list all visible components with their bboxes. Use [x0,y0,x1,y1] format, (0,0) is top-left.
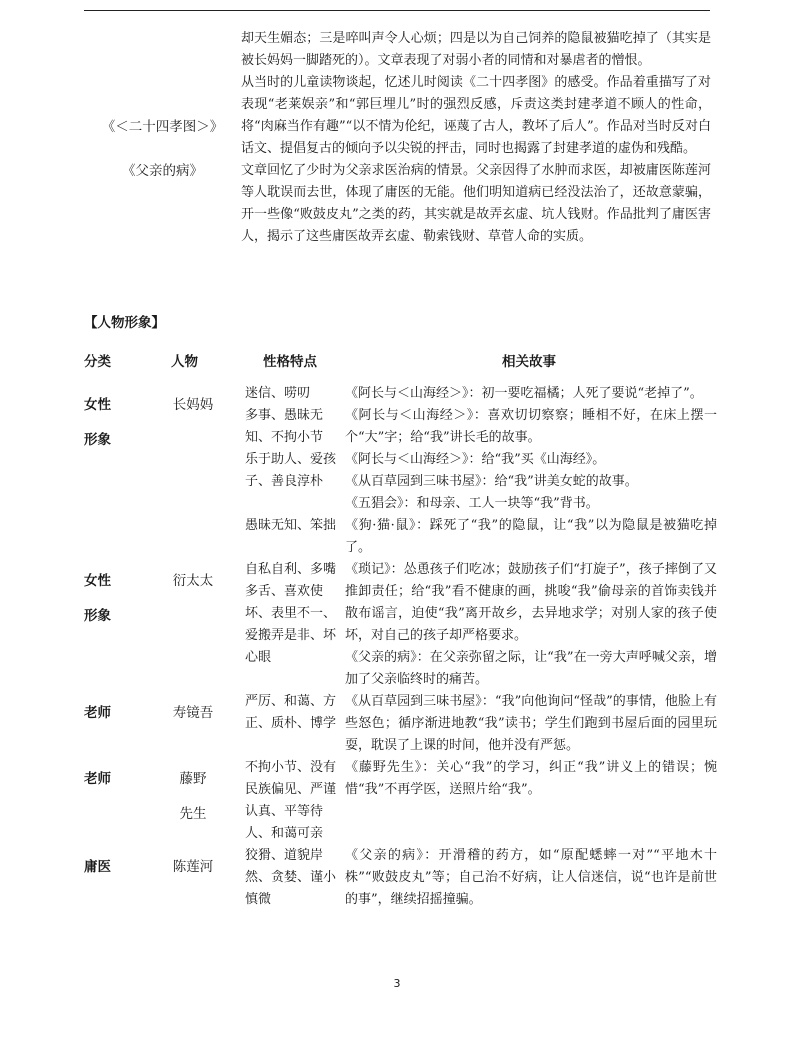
work-description: 却天生媚态；三是啐叫声令人心烦；四是以为自己饲养的隐鼠被猫吃掉了（其实是被长妈妈一脚踏死的）。文章表现了对弱小者的同情和对暴虐者的憎恨。 [241,31,711,68]
work-description: 文章回忆了少时为父亲求医治病的情景。父亲因得了水肿而求医，却被庸医陈莲河等人耽误而去世，体现了庸医的无能。他们明知道病已经没法治了，还故意蒙骗，开一些像“败鼓皮丸”之类的药，其实就是故弄玄虚、坑人钱财。作品批判了庸医害人，揭示了这些庸医故弄玄虚、勒索钱财、草菅人命的实质。 [241,163,711,244]
trait-text: 多事、愚昧无知、不拘小节 [245,408,324,445]
name-line: 长妈妈 [172,397,214,413]
story-text [345,559,717,691]
character-row [84,559,717,691]
character-category [84,559,144,691]
name-line: 陈莲河 [172,859,214,875]
character-table [84,383,717,911]
category-line: 庸医 [84,859,111,875]
name-line: 藤野 [179,771,207,787]
category-line: 女性 [84,573,111,589]
character-row [84,383,717,559]
work-row [84,28,714,72]
header-person: 人物 [171,354,198,370]
story-text [345,515,717,559]
character-row [84,757,717,845]
page-number: 3 [393,977,401,990]
character-segments [245,845,717,911]
trait-text: 狡猾、道貌岸然、贪婪、谨小慎微 [245,848,337,907]
category-line: 形象 [84,608,111,624]
character-table-header [84,351,714,373]
story-text [345,757,717,845]
trait-story-pair [245,449,717,515]
work-title [84,28,241,72]
works-section [84,28,714,248]
trait-story-pair [245,691,717,757]
trait-story-pair [245,845,717,911]
category-line: 老师 [84,771,111,787]
section-title: 【人物形象】 [84,315,165,331]
character-segments [245,691,717,757]
top-rule [84,10,710,11]
story-line: 《父亲的病》：开滑稽的药方，如“原配蟋蟀一对”“平地木十株”“败鼓皮丸”等；自己治不好病，让人信迷信，说“也许是前世的事”，继续招摇撞骗。 [345,848,717,907]
trait-story-pair [245,383,717,405]
header-stories: 相关故事 [502,354,556,370]
character-name [144,757,242,845]
character-segments [245,757,717,845]
character-name [144,691,242,757]
story-line: 《五猖会》：和母亲、工人一块等“我”背书。 [345,496,599,511]
work-title: 《＜二十四孝图＞》 [101,119,224,135]
character-name [144,845,242,911]
trait-text: 迷信、唠叨 [245,386,311,401]
story-line: 《琐记》：怂恿孩子们吃冰；鼓励孩子们“打旋子”，孩子摔倒了又推卸责任；给“我”看不健康的画，挑唆“我”偷母亲的首饰卖钱并散布谣言，迫使“我”离开故乡，去异地求学；对别人家的孩子使坏，对自己的孩子却严格要求。 [345,562,717,643]
story-text [345,449,717,515]
story-text [345,405,717,449]
trait-text: 乐于助人、爱孩子、善良淳朴 [245,452,337,489]
trait-story-pair [245,405,717,449]
trait-story-pair [245,757,717,845]
work-description: 从当时的儿童读物谈起，忆述儿时阅读《二十四孝图》的感受。作品着重描写了对表现“老莱娱亲”和“郭巨埋儿”时的强烈反感，斥责这类封建孝道不顾人的性命，将“肉麻当作有趣”“以不情为伦纪，诬蔑了古人，教坏了后人”。作品对当时反对白话文、提倡复古的倾向予以尖锐的抨击，同时也揭露了封建孝道的虚伪和残酷。 [241,75,711,156]
trait-text: 愚昧无知、笨拙 [245,518,337,533]
character-category [84,845,144,911]
character-name [144,383,242,559]
story-line: 《从百草园到三味书屋》：给“我”讲美女蛇的故事。 [345,474,638,489]
work-title: 《父亲的病》 [122,163,203,179]
name-line: 先生 [179,806,207,822]
category-line: 形象 [84,432,111,448]
character-row [84,691,717,757]
character-name [144,559,242,691]
work-row [84,160,714,248]
story-line: 《父亲的病》：在父亲弥留之际，让“我”在一旁大声呼喊父亲，增加了父亲临终时的痛苦。 [345,650,717,687]
trait-text: 不拘小节、没有民族偏见、严谨认真、平等待人、和蔼可亲 [245,760,337,841]
character-segments [245,559,717,691]
story-text [345,383,717,405]
story-line: 《从百草园到三味书屋》：“我”向他询问“怪哉”的事情，他脸上有些怒色；循序渐进地教“我”读书；学生们跑到书屋后面的园里玩耍，耽误了上课的时间，他并没有严惩。 [345,694,717,753]
trait-story-pair [245,559,717,691]
header-traits: 性格特点 [263,354,317,370]
story-line: 《阿长与＜山海经＞》：喜欢切切察察；睡相不好，在床上摆一个“大”字；给“我”讲长毛的故事。 [345,408,717,445]
story-line: 《狗·猫·鼠》：踩死了“我”的隐鼠，让“我”以为隐鼠是被猫吃掉了。 [345,518,717,555]
character-category [84,757,144,845]
character-row [84,845,717,911]
category-line: 女性 [84,397,111,413]
name-line: 衍太太 [172,573,214,589]
category-line: 老师 [84,705,111,721]
character-segments [245,383,717,559]
story-text [345,691,717,757]
header-category: 分类 [84,354,111,370]
trait-text: 严厉、和蔼、方正、质朴、博学 [245,694,337,731]
story-text [345,845,717,911]
trait-story-pair [245,515,717,559]
character-category [84,383,144,559]
story-line: 《阿长与＜山海经＞》：给“我”买《山海经》。 [345,452,606,467]
character-category [84,691,144,757]
story-line: 《藤野先生》：关心“我”的学习，纠正“我”讲义上的错误；惋惜“我”不再学医，送照片给“我”。 [345,760,717,797]
trait-text: 自私自利、多嘴多舌、喜欢使坏、表里不一、爱搬弄是非、坏心眼 [245,562,337,665]
work-row [84,72,714,160]
story-line: 《阿长与＜山海经＞》：初一要吃福橘；人死了要说“老掉了”。 [345,386,703,401]
name-line: 寿镜吾 [172,705,214,721]
